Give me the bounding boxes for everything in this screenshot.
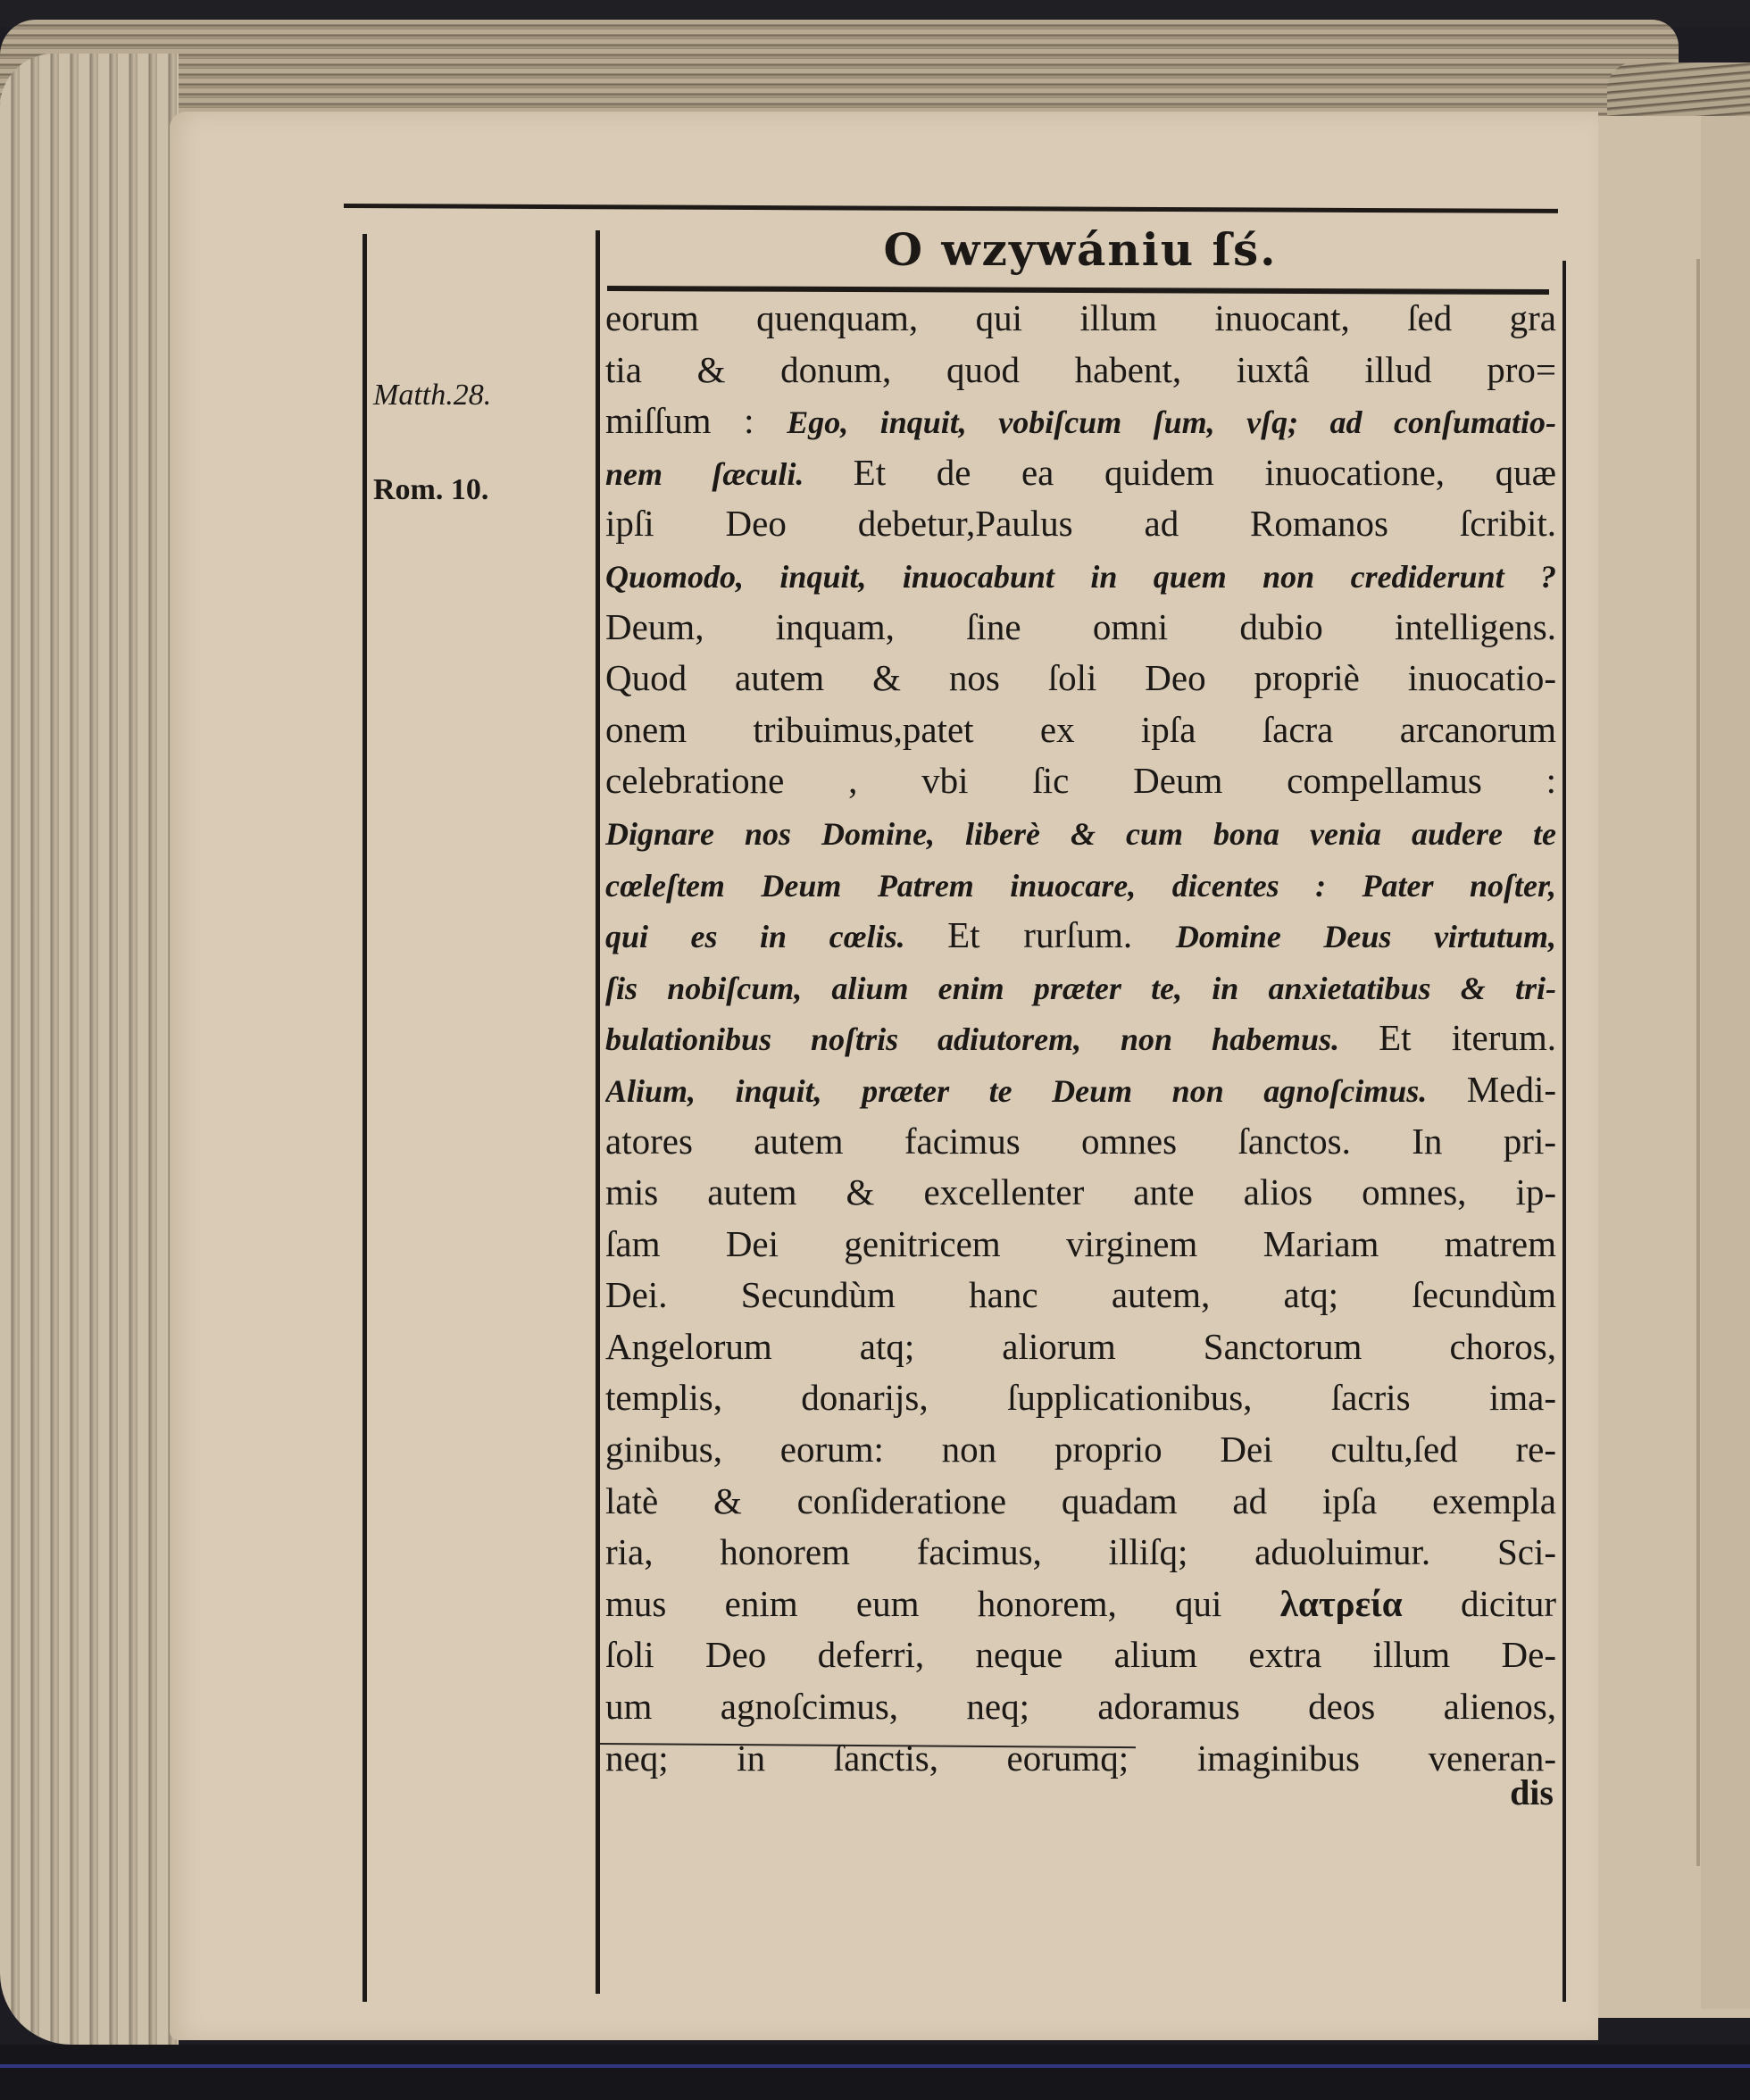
roman-text: dicitur <box>1402 1582 1556 1624</box>
text-line <box>605 293 1556 345</box>
text-line <box>605 653 1556 704</box>
catchword: dis <box>1510 1772 1554 1812</box>
italic-text: Alium, inquit, præter te Deum non agnoſcimus. <box>605 1072 1467 1109</box>
background-bottom <box>0 2045 1750 2100</box>
text-line <box>605 755 1556 807</box>
text-line <box>605 396 1556 447</box>
text-line <box>605 1681 1556 1733</box>
text-line <box>605 498 1556 550</box>
roman-text: ginibus, eorum: non proprio Dei cultu,ſed re- <box>605 1429 1556 1471</box>
text-line <box>605 1270 1556 1321</box>
body-text <box>605 293 1556 1784</box>
text-line <box>605 1012 1556 1064</box>
book-left-edge <box>0 54 179 2045</box>
text-line <box>605 447 1556 499</box>
roman-text: templis, donarijs, ſupplicationibus, ſacris ima- <box>605 1377 1556 1419</box>
text-line <box>605 602 1556 654</box>
roman-text: ria, honorem facimus, illiſq; aduoluimur. Sci- <box>605 1531 1556 1573</box>
roman-text: celebratione , vbi ſic Deum compellamus : <box>605 760 1556 802</box>
roman-text: Angelorum atq; aliorum Sanctorum choros, <box>605 1325 1556 1367</box>
italic-text: ſis nobiſcum, alium enim præter te, in anxietatibus & tri- <box>605 970 1556 1006</box>
roman-text: Medi- <box>1466 1068 1556 1110</box>
text-line <box>605 1064 1556 1116</box>
roman-text: onem tribuimus,patet ex ipſa ſacra arcanorum <box>605 708 1556 750</box>
roman-text: eorum quenquam, qui illum inuocant, ſed gra <box>605 297 1556 338</box>
text-line <box>605 1476 1556 1528</box>
adjacent-leaf-edge <box>1701 116 1750 2009</box>
text-line <box>605 1219 1556 1271</box>
roman-text: mus enim eum honorem, qui <box>605 1582 1280 1624</box>
italic-text: bulationibus noſtris adiutorem, non habemus. <box>605 1021 1379 1058</box>
text-line <box>605 1321 1556 1373</box>
text-line <box>605 345 1556 396</box>
text-line <box>605 962 1556 1013</box>
background-bottom-line <box>0 2064 1750 2068</box>
roman-text: latè & conſideratione quadam ad ipſa exempla <box>605 1479 1556 1521</box>
text-line <box>605 859 1556 911</box>
roman-text: Deum, inquam, ſine omni dubio intelligens. <box>605 605 1556 647</box>
italic-text: qui es in cœlis. <box>605 919 948 955</box>
text-line <box>605 1579 1556 1630</box>
book-top-edge-right <box>1607 62 1750 116</box>
text-left-rule <box>596 230 600 1994</box>
roman-text: ſam Dei genitricem virginem Mariam matrem <box>605 1222 1556 1264</box>
text-line <box>605 1733 1556 1785</box>
italic-text: Domine Deus virtutum, <box>1175 919 1556 955</box>
running-head: O wzywániu ſś. <box>883 223 1278 276</box>
roman-text: miſſum : <box>605 400 788 442</box>
italic-text: Dignare nos Domine, liberè & cum bona venia audere te <box>605 815 1556 852</box>
roman-text: Quod autem & nos ſoli Deo propriè inuocatio- <box>605 657 1556 699</box>
italic-text: Quomodo, inquit, inuocabunt in quem non crediderunt ? <box>605 558 1556 595</box>
italic-text: Ego, inquit, vobiſcum ſum, vſq; ad conſumatio- <box>787 404 1556 441</box>
text-line <box>605 807 1556 859</box>
roman-text: tia & donum, quod habent, iuxtâ illud pro= <box>605 348 1556 390</box>
roman-text: ipſi Deo debetur,Paulus ad Romanos ſcribit. <box>605 503 1556 545</box>
margin-note: Matth.28. <box>373 379 492 412</box>
margin-note: Rom. 10. <box>373 473 489 506</box>
greek-word: λατρεία <box>1279 1582 1403 1624</box>
text-line <box>605 1116 1556 1168</box>
text-line <box>605 1167 1556 1219</box>
book-top-edge <box>0 20 1679 118</box>
roman-text: mis autem & excellenter ante alios omnes, ip- <box>605 1171 1556 1213</box>
text-line <box>605 550 1556 602</box>
italic-text: nem ſæculi. <box>605 455 854 492</box>
roman-text: ſoli Deo deferri, neque alium extra illum De- <box>605 1634 1556 1676</box>
text-line <box>605 1527 1556 1579</box>
text-line <box>605 910 1556 962</box>
roman-text: neq; in ſanctis, eorumq; imaginibus veneran- <box>605 1737 1556 1779</box>
roman-text: Et iterum. <box>1379 1017 1556 1059</box>
text-right-rule <box>1562 261 1566 2002</box>
roman-text: Dei. Secundùm hanc autem, atq; ſecundùm <box>605 1274 1556 1316</box>
roman-text: um agnoſcimus, neq; adoramus deos alienos, <box>605 1686 1556 1728</box>
roman-text: Et rurſum. <box>947 914 1176 956</box>
text-line <box>605 1629 1556 1681</box>
margin-left-rule <box>362 234 367 2002</box>
roman-text: Et de ea quidem inuocatione, quæ <box>853 451 1556 493</box>
italic-text: cœleſtem Deum Patrem inuocare, dicentes : Pater noſter, <box>605 867 1556 904</box>
roman-text: atores autem facimus omnes ſanctos. In pri- <box>605 1120 1556 1162</box>
text-line <box>605 1424 1556 1476</box>
adjacent-leaf-rule <box>1696 259 1700 1866</box>
text-line <box>605 704 1556 756</box>
text-line <box>605 1372 1556 1424</box>
